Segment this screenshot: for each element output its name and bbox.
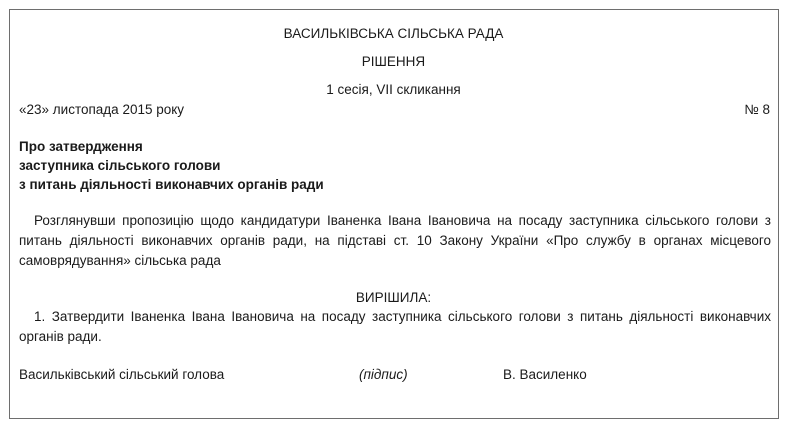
signature-placeholder: (підпис) bbox=[359, 367, 408, 382]
preamble-paragraph: Розглянувши пропозицію щодо кандидатури Іваненка Івана Івановича на посаду заступника сільського голови з питань діяльності виконавчих органів ради, на підставі ст. 10 Закону України «Про службу в органах місцевого самоврядування» сільська рада bbox=[19, 213, 771, 268]
council-name: ВАСИЛЬКІВСЬКА СІЛЬСЬКА РАДА bbox=[283, 26, 504, 41]
document-type: РІШЕННЯ bbox=[361, 54, 426, 69]
signatory-name: В. Василенко bbox=[503, 367, 587, 382]
signatory-position: Васильківський сільський голова bbox=[19, 367, 225, 382]
subject-line: заступника сільського голови bbox=[19, 158, 221, 173]
subject-line: Про затвердження bbox=[19, 139, 143, 154]
subject-line: з питань діяльності виконавчих органів ради bbox=[19, 177, 324, 192]
resolved-heading: ВИРІШИЛА: bbox=[355, 290, 432, 305]
session-info: 1 сесія, VII скликання bbox=[326, 82, 461, 97]
decision-item: 1. Затвердити Іваненка Івана Івановича на посаду заступника сільського голови з питань діяльності виконавчих органів ради. bbox=[19, 309, 771, 344]
document-date: «23» листопада 2015 року bbox=[19, 102, 185, 117]
document-number: № 8 bbox=[744, 102, 770, 117]
